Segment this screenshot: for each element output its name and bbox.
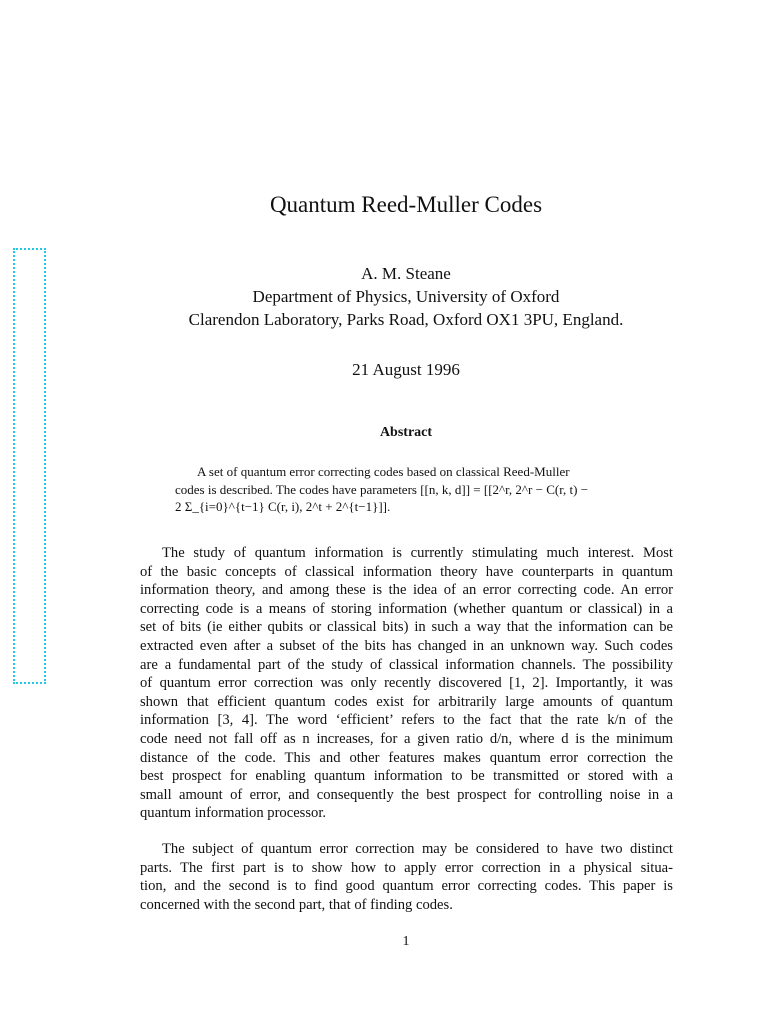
body-line: extracted even after a subset of the bits has changed in an unknown way. Such codes xyxy=(140,637,673,654)
body-line: The study of quantum information is currently stimulating much interest. Most xyxy=(162,545,673,561)
paper-date: 21 August 1996 xyxy=(352,360,460,379)
body-line-with-citation[interactable]: information [3, 4]. The word ‘efficient’ refers to the fact that the rate k/n of the xyxy=(140,712,673,729)
body-line: concerned with the second part, that of finding codes. xyxy=(140,896,453,913)
affiliation-department: Department of Physics, University of Oxford xyxy=(252,287,560,306)
body-line: small amount of error, and consequently the best prospect for controlling noise in a xyxy=(140,786,673,803)
body-line: are a fundamental part of the study of classical information channels. The possibility xyxy=(140,656,673,673)
body-line: quantum information processor. xyxy=(140,805,327,822)
body-line: parts. The first part is to show how to apply error correction in a physical situa- xyxy=(140,859,673,876)
body-paragraph-2 xyxy=(140,840,673,914)
body-line: correcting code is a means of storing information (whether quantum or classical) in a xyxy=(140,600,673,617)
body-line: best prospect for enabling quantum information to be transmitted or stored with a xyxy=(140,768,673,785)
affiliation-address: Clarendon Laboratory, Parks Road, Oxford OX1 3PU, England. xyxy=(188,310,624,329)
body-line-with-citation[interactable]: of quantum error correction was only recently discovered [1, 2]. Importantly, it was xyxy=(140,675,673,692)
abstract-heading: Abstract xyxy=(379,425,433,440)
body-line: tion, and the second is to find good quantum error correcting codes. This paper is xyxy=(140,878,673,895)
body-line: set of bits (ie either qubits or classical bits) in such a way that the information can be xyxy=(140,619,673,636)
body-line: The subject of quantum error correction may be considered to have two distinct xyxy=(162,841,673,857)
author-name: A. M. Steane xyxy=(361,264,451,283)
body-line: of the basic concepts of classical information theory have counterparts in quantum xyxy=(140,563,673,580)
body-line: shown that efficient quantum codes exist for arbitrarily large amounts of quantum xyxy=(140,693,673,710)
page-number: 1 xyxy=(402,934,410,949)
abstract-line: codes is described. The codes have parameters [[n, k, d]] = [[2^r, 2^r − C(r, t) − xyxy=(175,481,589,497)
author-block xyxy=(0,262,768,331)
abstract-line: A set of quantum error correcting codes based on classical Reed-Muller xyxy=(197,464,570,479)
body-paragraph-1 xyxy=(140,544,673,823)
body-line: information theory, and among these is the idea of an error correcting code. An error xyxy=(140,582,673,599)
paper-title: Quantum Reed-Muller Codes xyxy=(269,192,543,217)
abstract-text xyxy=(175,463,637,516)
body-line: code need not fall off as n increases, for a given ratio d/n, where d is the minimum xyxy=(140,730,673,747)
body-line: distance of the code. This and other features makes quantum error correction the xyxy=(140,749,673,766)
abstract-line: 2 Σ_{i=0}^{t−1} C(r, i), 2^t + 2^{t−1}]]. xyxy=(175,499,391,514)
